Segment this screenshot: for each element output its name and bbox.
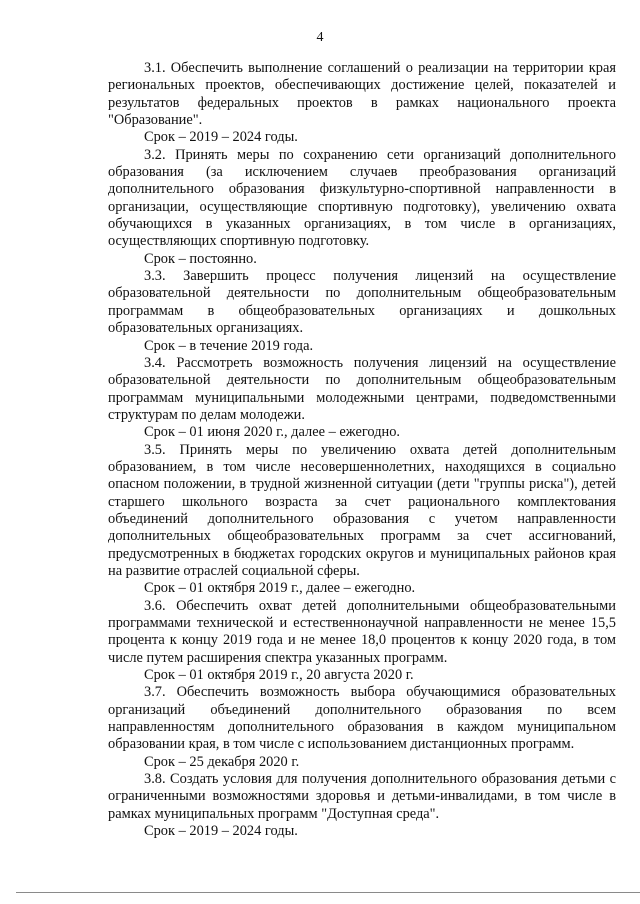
deadline-3-2: Срок – постоянно. <box>144 250 257 267</box>
deadline-3-5: Срок – 01 октября 2019 г., далее – ежегодно. <box>144 580 416 597</box>
deadline-3-8: Срок – 2019 – 2024 годы. <box>144 823 298 840</box>
deadline-3-3: Срок – в течение 2019 года. <box>144 337 314 354</box>
document-body <box>108 60 616 840</box>
deadline-3-7: Срок – 25 декабря 2020 г. <box>144 753 300 770</box>
deadline-3-6: Срок – 01 октября 2019 г., 20 августа 2020 г. <box>144 667 414 684</box>
deadline-3-1: Срок – 2019 – 2024 годы. <box>144 129 298 146</box>
deadline-3-4: Срок – 01 июня 2020 г., далее – ежегодно. <box>144 424 401 441</box>
paragraph-3-5: 3.5. Принять меры по увеличению охвата детей дополнительным образованием, в том числе несовершеннолетних, находящихся в социально опасном положении, в трудной жизненной ситуации (дети "группы риска"), детей старшего школьного возраста за счет рационального комплектования объединений дополнительного образования с учетом направленности дополнительных общеобразовательных программ за счет ассигнований, предусмотренных в бюджетах городских округов и муниципальных районов края на развитие отраслей социальной сферы. <box>108 441 616 579</box>
paragraph-3-8: 3.8. Создать условия для получения дополнительного образования детьми с ограниченными возможностями здоровья и детьми-инвалидами, в том числе в рамках муниципальных программ "Доступная среда". <box>108 771 616 822</box>
paragraph-3-7: 3.7. Обеспечить возможность выбора обучающимися образовательных организаций объединений дополнительного образования по всем направленностям дополнительного образования в каждом муниципальном образовании края, в том числе с использованием дистанционных программ. <box>108 684 616 753</box>
paragraph-3-2: 3.2. Принять меры по сохранению сети организаций дополнительного образования (за исключением случаев преобразования организаций дополнительного образования физкультурно-спортивной направленности в организации, осуществляющие спортивную подготовку), увеличению охвата обучающихся в указанных организациях, в том числе в организациях, осуществляющих спортивную подготовку. <box>108 146 616 250</box>
paragraph-3-1: 3.1. Обеспечить выполнение соглашений о реализации на территории края региональных проектов, обеспечивающих достижение целей, показателей и результатов федеральных проектов в рамках национального проекта "Образование". <box>108 60 616 129</box>
paragraph-3-3: 3.3. Завершить процесс получения лицензий на осуществление образовательной деятельности по дополнительным общеобразовательным программам в общеобразовательных организациях и дошкольных образовательных организациях. <box>108 268 616 337</box>
paragraph-3-4: 3.4. Рассмотреть возможность получения лицензий на осуществление образовательной деятельности по дополнительным общеобразовательным программам муниципальными молодежными центрами, подведомственными структурам по делам молодежи. <box>108 354 616 423</box>
paragraph-3-6: 3.6. Обеспечить охват детей дополнительными общеобразовательными программами технической и естественнонаучной направленности не менее 15,5 процента к концу 2019 года и не менее 18,0 процентов к концу 2020 года, в том числе путем расширения спектра указанных программ. <box>108 597 616 666</box>
scan-edge-line <box>16 892 640 893</box>
page-number: 4 <box>316 30 324 45</box>
